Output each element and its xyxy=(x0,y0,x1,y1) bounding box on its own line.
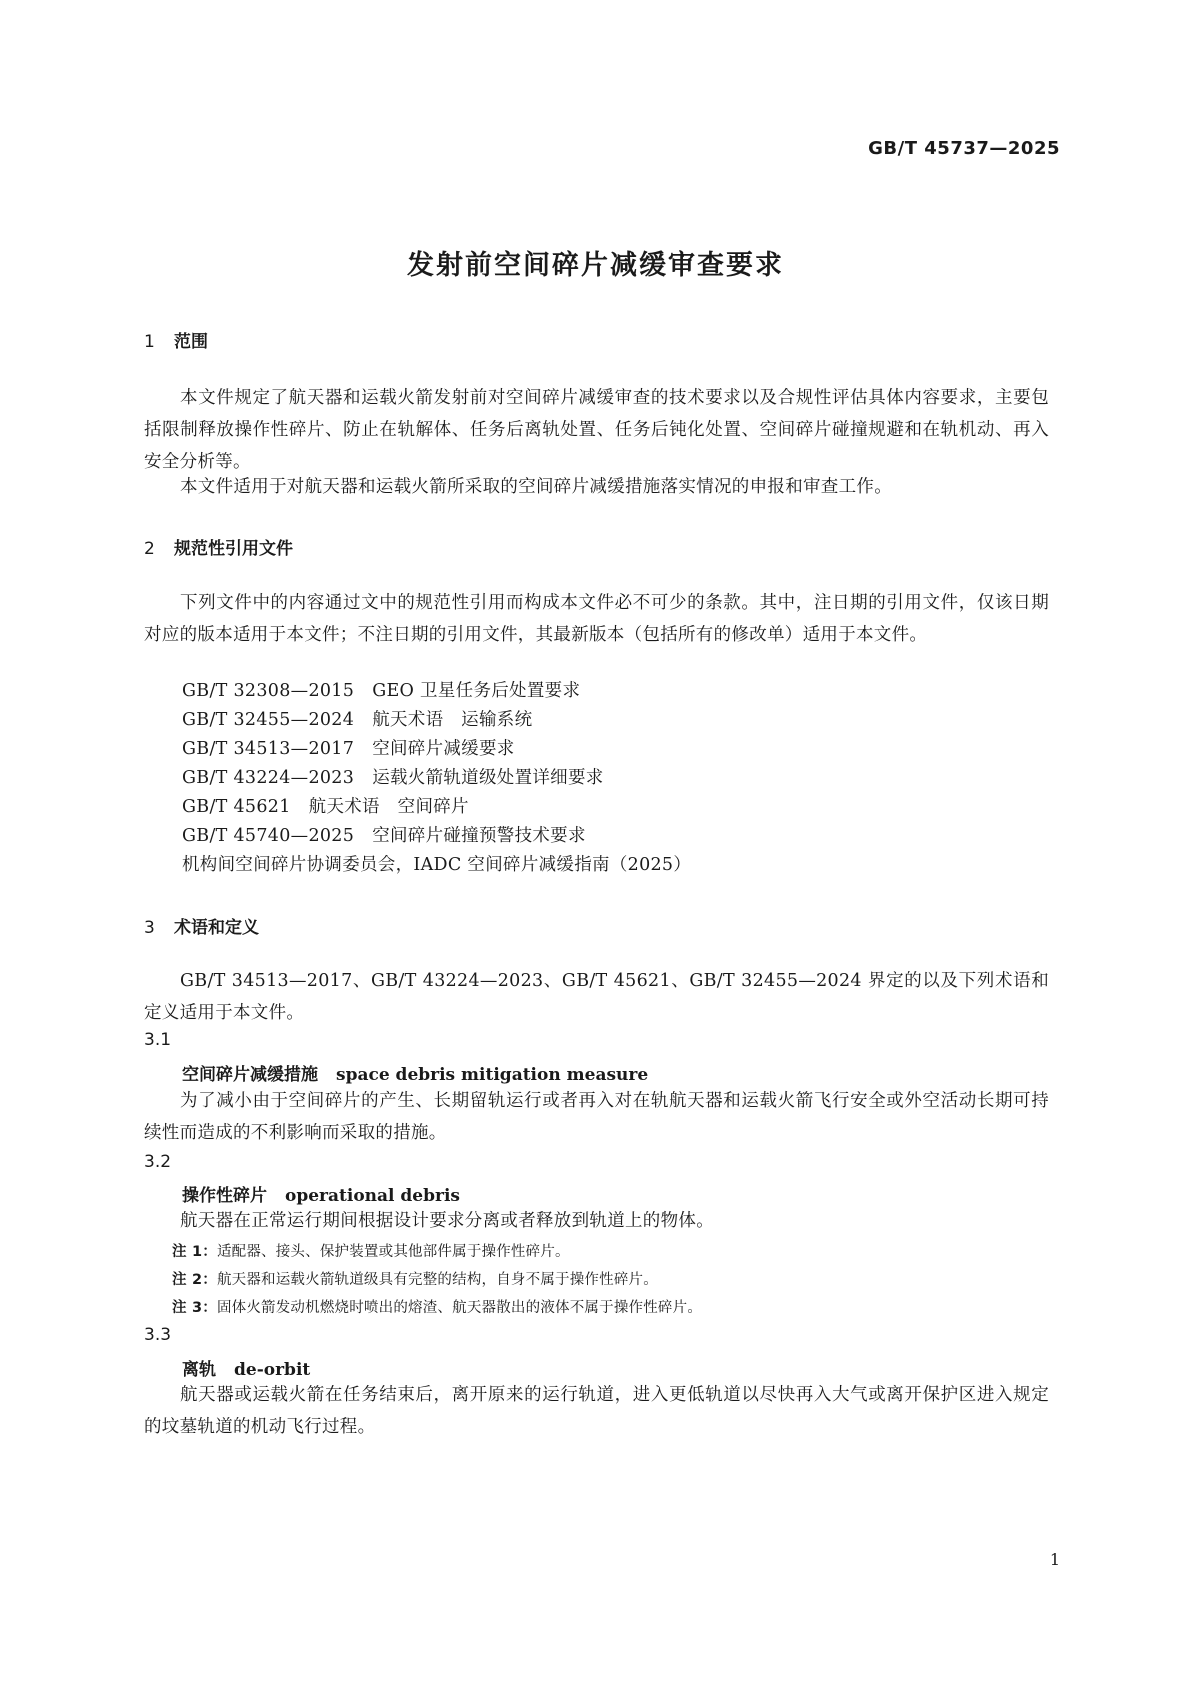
term-number: 3.3 xyxy=(144,1325,172,1345)
section-number: 1 xyxy=(144,332,155,352)
section-number: 2 xyxy=(144,539,155,559)
reference-item xyxy=(182,822,586,847)
note-text: 固体火箭发动机燃烧时喷出的熔渣、航天器散出的液体不属于操作性碎片。 xyxy=(216,1300,703,1316)
reference-code: GB/T 45740—2025 xyxy=(182,826,355,846)
term-definition: 为了减小由于空间碎片的产生、长期留轨运行或者再入对在轨航天器和运载火箭飞行安全或外空活动长期可持续性而造成的不利影响而采取的措施。 xyxy=(144,1091,1049,1143)
note-label: 注 3： xyxy=(172,1300,217,1316)
note xyxy=(172,1240,570,1261)
references-intro-paragraph: 下列文件中的内容通过文中的规范性引用而构成本文件必不可少的条款。其中，注日期的引用文件，仅该日期对应的版本适用于本文件；不注日期的引用文件，其最新版本（包括所有的修改单）适用于本文件。 xyxy=(144,593,1049,645)
note-text: 航天器和运载火箭轨道级具有完整的结构，自身不属于操作性碎片。 xyxy=(216,1272,658,1288)
note xyxy=(172,1268,658,1289)
term-entry xyxy=(182,1060,648,1085)
reference-code: GB/T 34513—2017 xyxy=(182,739,355,759)
section-title: 范围 xyxy=(174,332,208,352)
term-english: de-orbit xyxy=(234,1360,311,1380)
reference-item xyxy=(182,677,580,702)
term-number: 3.2 xyxy=(144,1152,172,1172)
term-definition: 航天器在正常运行期间根据设计要求分离或者释放到轨道上的物体。 xyxy=(180,1211,714,1231)
note xyxy=(172,1296,702,1317)
reference-item xyxy=(182,735,515,760)
term-chinese: 空间碎片减缓措施 xyxy=(182,1065,318,1085)
section-title: 术语和定义 xyxy=(174,918,259,938)
section-number: 3 xyxy=(144,918,155,938)
document-title: 发射前空间碎片减缓审查要求 xyxy=(407,250,784,281)
reference-title: 运载火箭轨道级处置详细要求 xyxy=(372,768,604,788)
term-chinese: 离轨 xyxy=(182,1360,216,1380)
standard-code: GB/T 45737—2025 xyxy=(868,138,1060,159)
reference-code: GB/T 43224—2023 xyxy=(182,768,355,788)
reference-title: 空间碎片减缓要求 xyxy=(372,739,515,759)
term-definition: 航天器或运载火箭在任务结束后，离开原来的运行轨道，进入更低轨道以尽快再入大气或离开保护区进入规定的坟墓轨道的机动飞行过程。 xyxy=(144,1385,1049,1437)
term-entry xyxy=(182,1355,310,1380)
note-text: 适配器、接头、保护装置或其他部件属于操作性碎片。 xyxy=(216,1244,570,1260)
term-chinese: 操作性碎片 xyxy=(182,1186,267,1206)
reference-item xyxy=(182,793,469,818)
note-label: 注 2： xyxy=(172,1272,217,1288)
reference-item-iadc: 机构间空间碎片协调委员会，IADC 空间碎片减缓指南（2025） xyxy=(182,855,692,875)
term-number: 3.1 xyxy=(144,1030,172,1050)
reference-title: GEO 卫星任务后处置要求 xyxy=(372,681,581,701)
term-english: space debris mitigation measure xyxy=(336,1065,649,1085)
reference-title: 空间碎片碰撞预警技术要求 xyxy=(372,826,586,846)
reference-code: GB/T 32455—2024 xyxy=(182,710,355,730)
section-3-heading xyxy=(144,913,259,938)
scope-paragraph-1: 本文件规定了航天器和运载火箭发射前对空间碎片减缓审查的技术要求以及合规性评估具体内容要求，主要包括限制释放操作性碎片、防止在轨解体、任务后离轨处置、任务后钝化处置、空间碎片碰撞规避和在轨机动、再入安全分析等。 xyxy=(144,388,1049,472)
section-title: 规范性引用文件 xyxy=(174,539,293,559)
reference-item xyxy=(182,764,604,789)
reference-code: GB/T 45621 xyxy=(182,797,291,817)
reference-item xyxy=(182,706,532,731)
term-entry xyxy=(182,1181,460,1206)
section-1-heading xyxy=(144,327,208,352)
scope-paragraph-2: 本文件适用于对航天器和运载火箭所采取的空间碎片减缓措施落实情况的申报和审查工作。 xyxy=(180,477,892,497)
section-2-heading xyxy=(144,534,293,559)
reference-code: GB/T 32308—2015 xyxy=(182,681,355,701)
reference-title: 航天术语 运输系统 xyxy=(372,710,533,730)
terms-intro-paragraph: GB/T 34513—2017、GB/T 43224—2023、GB/T 45621、GB/T 32455—2024 界定的以及下列术语和定义适用于本文件。 xyxy=(144,971,1049,1023)
page-number: 1 xyxy=(1049,1550,1060,1569)
reference-title: 航天术语 空间碎片 xyxy=(308,797,469,817)
note-label: 注 1： xyxy=(172,1244,217,1260)
term-english: operational debris xyxy=(285,1186,460,1206)
